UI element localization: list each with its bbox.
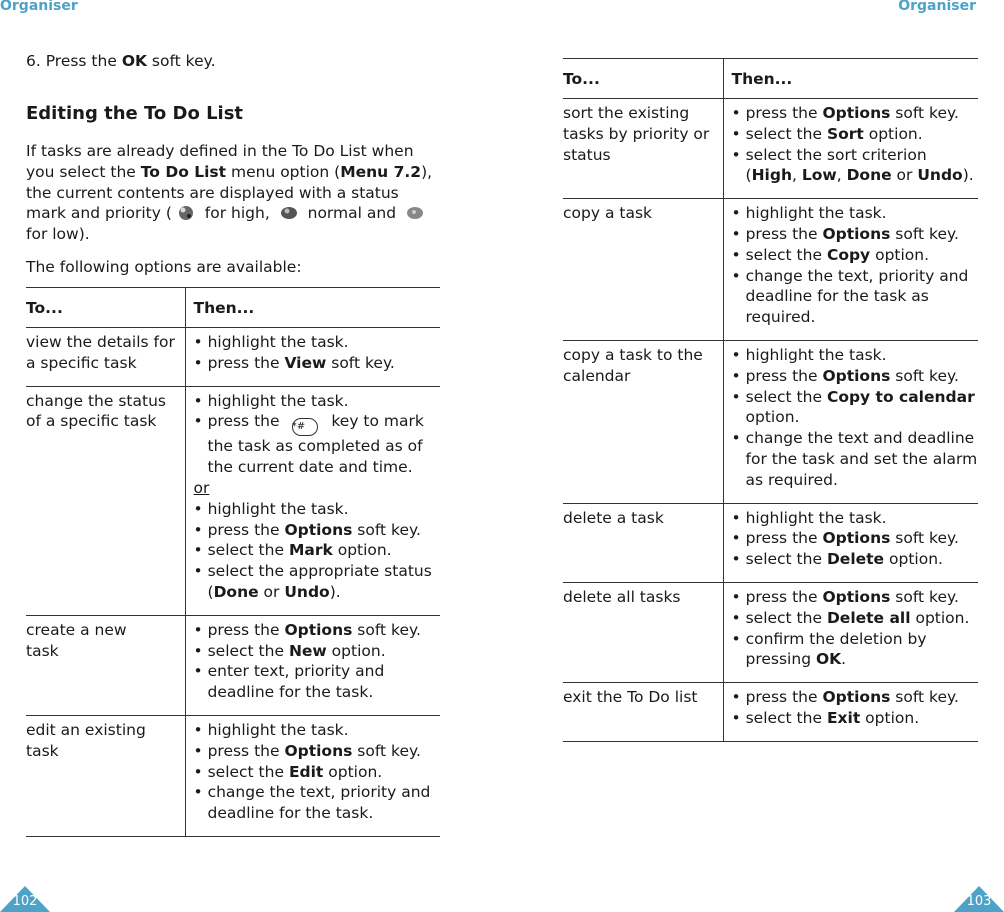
running-header-left: Organiser [0, 0, 78, 14]
row-steps: • press the Options soft key. • select the Delete all option. • confirm the deletion by pressing OK. [723, 582, 978, 682]
section-title: Editing the To Do List [26, 103, 244, 124]
row-steps: • press the Options soft key. • select the New option. • enter text, priority and deadline for the task. [185, 615, 440, 715]
row-steps: • highlight the task. • press the Options soft key. • select the Copy option. • change the text, priority and deadline for the task as required. [723, 199, 978, 341]
row-action: edit an existing task [26, 715, 185, 836]
options-table-left [26, 287, 440, 837]
page-number-right: 103 [954, 884, 1004, 912]
table-header-row [563, 59, 978, 99]
row-steps: • highlight the task. • press the *# key to mark the task as completed as of the current date and time. or • highlight the task. • press the Options soft key. • select the Mark option. • select the appropriate status (Done or Undo). [185, 386, 440, 615]
step-6: 6. Press the OK soft key. [26, 52, 216, 70]
header-to: To... [563, 59, 723, 99]
low-priority-icon [404, 204, 426, 222]
normal-priority-icon [278, 204, 300, 222]
options-intro: The following options are available: [26, 258, 302, 276]
row-action: delete all tasks [563, 582, 723, 682]
table-row [26, 386, 440, 615]
row-action: delete a task [563, 503, 723, 582]
row-action: change the status of a specific task [26, 386, 185, 615]
intro-paragraph: If tasks are already defined in the To Do List when you select the To Do List menu option (Menu 7.2), the current contents are displayed with a status mark and priority ( for high, normal and for low). [26, 142, 433, 244]
row-steps: • highlight the task. • press the Options soft key. • select the Copy to calendar option. • change the text and deadline for the task and set the alarm as required. [723, 340, 978, 503]
header-then: Then... [185, 288, 440, 328]
running-header-right: Organiser [898, 0, 976, 14]
header-to: To... [26, 288, 185, 328]
table-header-row [26, 288, 440, 328]
table-row [563, 340, 978, 503]
row-steps: • press the Options soft key. • select the Sort option. • select the sort criterion (High, Low, Done or Undo). [723, 99, 978, 199]
table-row [26, 715, 440, 836]
table-row [26, 328, 440, 387]
row-steps: • highlight the task. • press the Options soft key. • select the Delete option. [723, 503, 978, 582]
row-action: sort the existing tasks by priority or status [563, 99, 723, 199]
row-action: create a new task [26, 615, 185, 715]
row-steps: • highlight the task. • press the View soft key. [185, 328, 440, 387]
table-row [563, 503, 978, 582]
row-steps: • highlight the task. • press the Options soft key. • select the Edit option. • change the text, priority and deadline for the task. [185, 715, 440, 836]
row-action: copy a task to the calendar [563, 340, 723, 503]
table-row [26, 615, 440, 715]
row-action: copy a task [563, 199, 723, 341]
options-table-right [563, 58, 978, 742]
table-row [563, 99, 978, 199]
row-action: view the details for a specific task [26, 328, 185, 387]
high-priority-icon [175, 204, 197, 222]
page-number-left: 102 [0, 884, 50, 912]
star-hash-key-icon: *# [292, 418, 318, 436]
table-row [563, 582, 978, 682]
header-then: Then... [723, 59, 978, 99]
table-row [563, 683, 978, 742]
row-action: exit the To Do list [563, 683, 723, 742]
row-steps: • press the Options soft key. • select the Exit option. [723, 683, 978, 742]
table-row [563, 199, 978, 341]
